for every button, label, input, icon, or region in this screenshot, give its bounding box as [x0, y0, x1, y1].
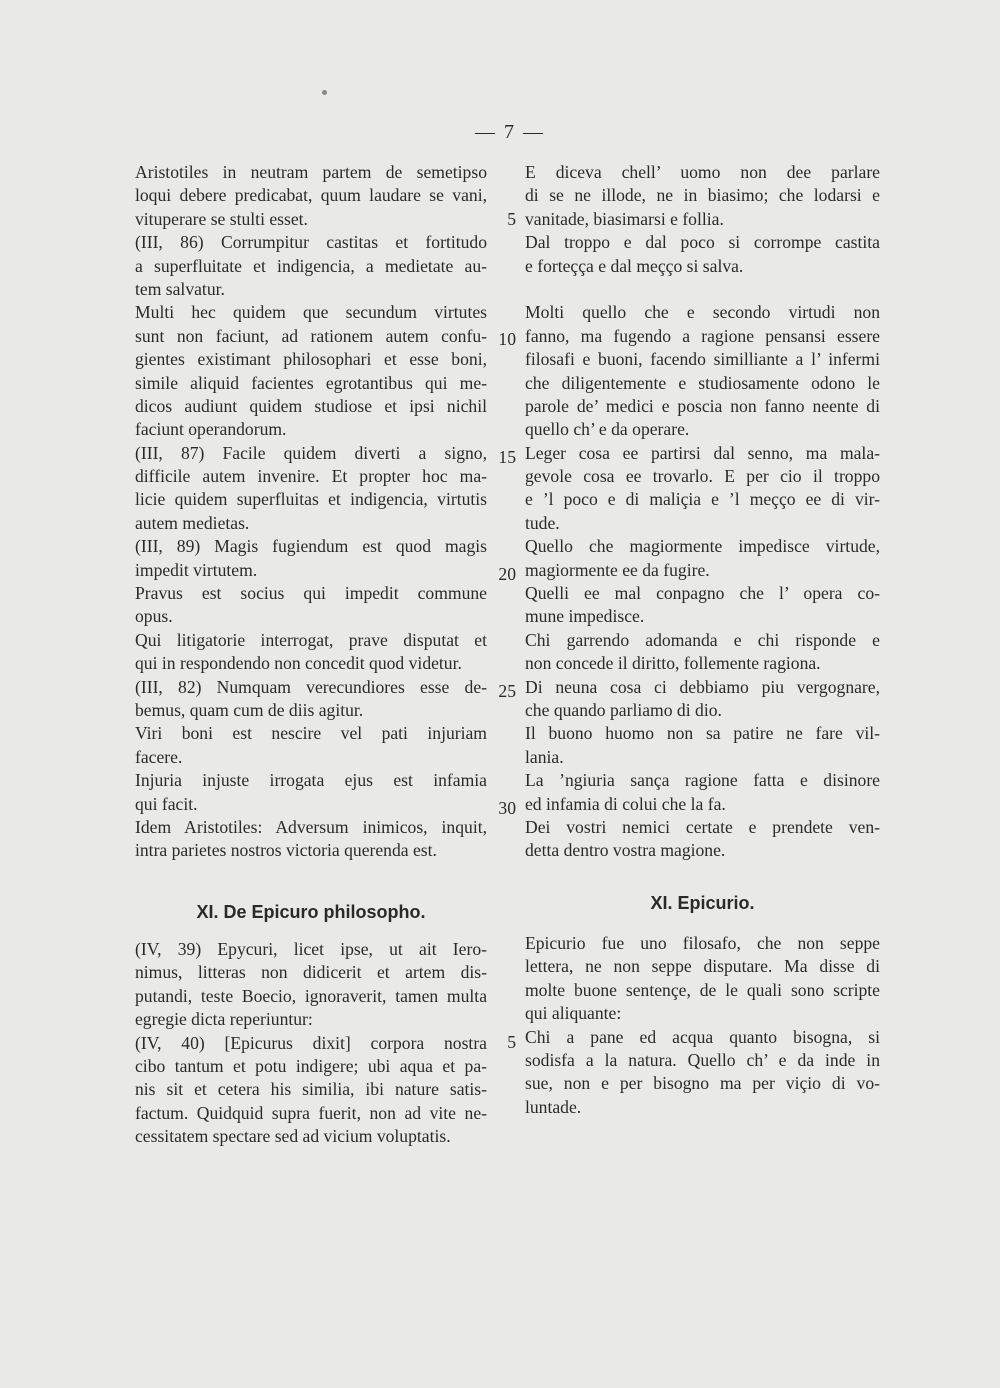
text-line: non concede il diritto, follemente ragiona.: [525, 653, 821, 674]
text-line: di se ne illode, ne in biasimo; che lodarsi e: [525, 185, 880, 206]
text-line: lettera, ne non seppe disputare. Ma disse di: [525, 956, 880, 977]
text-line: Dei vostri nemici certate e prendete ven-: [525, 816, 880, 837]
text-line: Injuria injuste irrogata ejus est infamia: [135, 770, 487, 791]
text-line: lania.: [525, 746, 564, 767]
text-line: E diceva chell’ uomo non dee parlare: [525, 162, 880, 182]
text-line: Aristotiles in neutram partem de semetipso: [135, 162, 487, 182]
text-line: vituperare se stulti esset.: [135, 208, 308, 229]
text-line: Dal troppo e dal poco si corrompe castita: [525, 232, 880, 253]
text-line: impedit virtutem.: [135, 559, 258, 580]
text-line: autem medietas.: [135, 512, 250, 533]
text-line: gevole cosa ee trovarlo. E per cio il troppo: [525, 466, 880, 487]
text-line: Di neuna cosa ci debbiamo piu vergognare,: [525, 676, 880, 697]
text-line: Viri boni est nescire vel pati injuriam: [135, 723, 487, 744]
line-number: 5: [507, 209, 516, 229]
text-line: Chi garrendo adomanda e chi risponde e: [525, 629, 880, 650]
text-line: (IV, 39) Epycuri, licet ipse, ut ait Iero-: [135, 939, 487, 959]
text-line: [525, 278, 880, 301]
text-line: Quelli ee mal conpagno che l’ opera co-: [525, 583, 880, 604]
text-line: luntade.: [525, 1096, 582, 1117]
text-line: difficile autem invenire. Et propter hoc ma-: [135, 466, 487, 487]
section-heading-italian: XI. Epicurio.: [650, 893, 755, 913]
text-line: sunt non faciunt, ad rationem autem confu-: [135, 325, 487, 346]
text-line: sue, non e per bisogno ma per viçio di vo-: [525, 1073, 880, 1094]
page-number: — 7 —: [475, 121, 545, 143]
line-number: 25: [498, 681, 516, 701]
text-line: nimus, litteras non didicerit et artem dis-: [135, 962, 487, 983]
text-line: (III, 86) Corrumpitur castitas et fortitudo: [135, 232, 487, 253]
text-line: factum. Quidquid supra fuerit, non ad vite ne-: [135, 1102, 487, 1123]
text-line: Quello che magiormente impedisce virtude,: [525, 536, 880, 557]
text-line: qui aliquante:: [525, 1003, 622, 1024]
text-line: (III, 87) Facile quidem diverti a signo,: [135, 442, 487, 463]
text-line: che quando parliamo di dio.: [525, 699, 722, 720]
line-number: 15: [498, 447, 516, 467]
line-number: 10: [498, 329, 516, 349]
text-line: che diligentemente e studiosamente odono le: [525, 372, 880, 393]
text-line: a superfluitate et indigencia, a medietate au-: [135, 255, 487, 276]
text-line: Leger cosa ee partirsi dal senno, ma mala-: [525, 442, 880, 463]
section-heading-latin: XI. De Epicuro philosopho.: [196, 902, 426, 922]
text-line: faciunt operandorum.: [135, 419, 287, 440]
text-line: opus.: [135, 606, 173, 627]
line-number: 30: [498, 798, 516, 818]
text-line: tude.: [525, 512, 560, 533]
text-line: Chi a pane ed acqua quanto bisogna, si: [525, 1026, 880, 1047]
text-line: cibo tantum et potu indigere; ubi aqua et pa-: [135, 1055, 487, 1076]
text-line: Epicurio fue uno filosafo, che non seppe: [525, 933, 880, 953]
text-line: cessitatem spectare sed ad vicium voluptatis.: [135, 1126, 451, 1147]
text-line: gientes existimant philosophari et esse boni,: [135, 349, 487, 370]
text-line: dicos audiunt quidem studiose et ipsi nichil: [135, 395, 487, 416]
text-line: Qui litigatorie interrogat, prave disputat et: [135, 629, 487, 650]
text-line: Idem Aristotiles: Adversum inimicos, inquit,: [135, 816, 487, 837]
text-line: ed infamia di colui che la fa.: [525, 793, 726, 814]
latin-column-section-1: [135, 161, 487, 863]
text-line: bemus, quam cum de diis agitur.: [135, 699, 364, 720]
text-line: putandi, teste Boecio, ignoraverit, tamen multa: [135, 985, 487, 1006]
text-line: La ’ngiuria sança ragione fatta e disinore: [525, 770, 880, 791]
text-line: detta dentro vostra magione.: [525, 840, 726, 861]
text-line: qui facit.: [135, 793, 198, 814]
italian-column-section-1: [525, 161, 880, 863]
text-line: magiormente ee da fugire.: [525, 559, 710, 580]
text-line: intra parietes nostros victoria querenda est.: [135, 840, 437, 861]
text-line: sodisfa a la natura. Quello ch’ e da inde in: [525, 1049, 880, 1070]
text-line: parole de’ medici e poscia non fanno neente di: [525, 395, 880, 416]
text-line: fanno, ma fugendo a ragione pensansi essere: [525, 325, 880, 346]
text-line: simile aliquid facientes egrotantibus qui me-: [135, 372, 487, 393]
line-number: 20: [498, 564, 516, 584]
text-line: licie quidem superfluitas et indigencia, virtutis: [135, 489, 487, 510]
text-line: Pravus est socius qui impedit commune: [135, 583, 487, 604]
text-line: nis sit et cetera his similia, ibi nature satis-: [135, 1079, 487, 1100]
text-line: Il buono huomo non sa patire ne fare vil-: [525, 723, 880, 744]
text-line: (III, 82) Numquam verecundiores esse de-: [135, 676, 487, 697]
text-line: filosafi e buoni, facendo similliante a l’ infermi: [525, 349, 880, 370]
text-line: molte buone sentençe, de le quali sono scripte: [525, 979, 880, 1000]
text-line: loqui debere predicabat, quum laudare se vani,: [135, 185, 487, 206]
text-line: mune impedisce.: [525, 606, 645, 627]
text-line: (IV, 40) [Epicurus dixit] corpora nostra: [135, 1032, 487, 1053]
text-line: e ’l poco e di maliçia e ’l meçço ee di vir-: [525, 489, 880, 510]
text-line: facere.: [135, 746, 183, 767]
text-line: vanitade, biasimarsi e follia.: [525, 208, 724, 229]
text-line: tem salvatur.: [135, 278, 225, 299]
text-line: qui in respondendo non concedit quod videtur.: [135, 653, 462, 674]
italian-column-section-2: [525, 932, 880, 1119]
text-line: Molti quello che e secondo virtudi non: [525, 302, 880, 323]
text-line: Multi hec quidem que secundum virtutes: [135, 302, 487, 323]
text-line: e forteçça e dal meçço si salva.: [525, 255, 744, 276]
text-line: egregie dicta reperiuntur:: [135, 1009, 313, 1030]
line-number: 5: [507, 1032, 516, 1052]
latin-column-section-2: [135, 938, 487, 1149]
text-line: (III, 89) Magis fugiendum est quod magis: [135, 536, 487, 557]
ink-speck: [322, 90, 327, 95]
text-line: quello ch’ e da operare.: [525, 419, 690, 440]
